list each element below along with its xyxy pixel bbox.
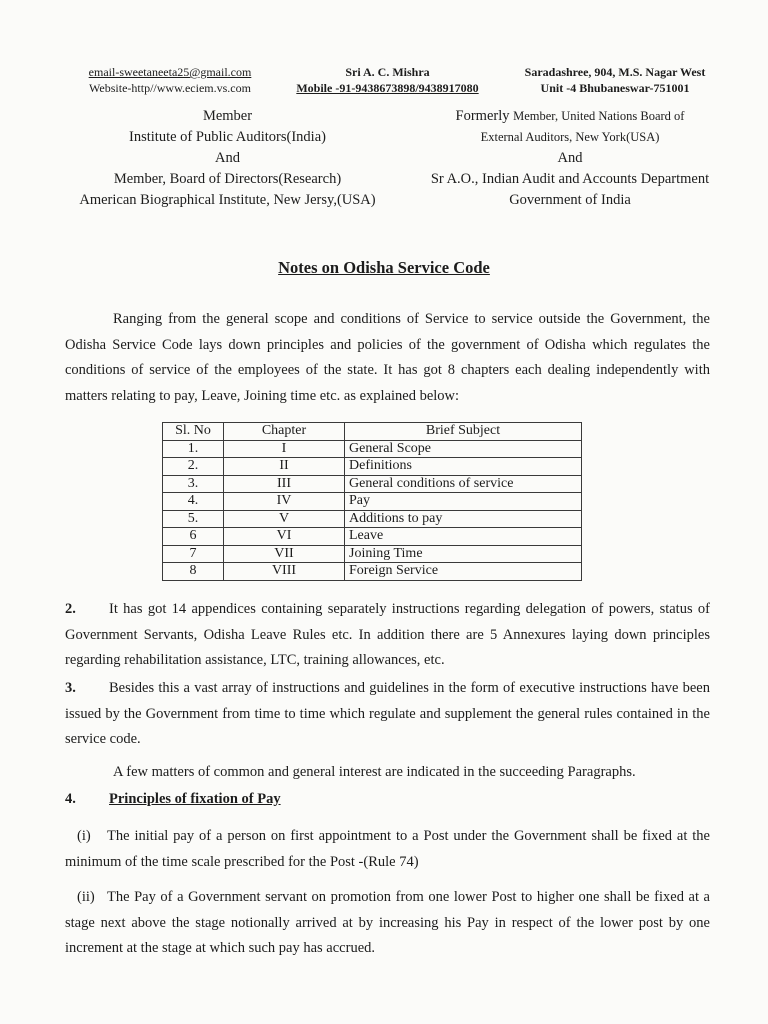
cell-sl-no: 2. — [163, 458, 224, 476]
item-marker: (ii) — [77, 889, 95, 905]
cell-subject: Joining Time — [345, 545, 582, 563]
letterhead-contact — [70, 64, 270, 96]
cell-chapter: V — [224, 510, 345, 528]
credentials-right — [405, 106, 735, 211]
credential-formerly: Formerly — [455, 108, 510, 124]
credential-line: And — [215, 150, 240, 166]
credential-line — [405, 106, 735, 127]
cell-sl-no: 8 — [163, 563, 224, 581]
cell-subject: General Scope — [345, 440, 582, 458]
table-row — [163, 528, 582, 546]
table-row — [163, 545, 582, 563]
website-address: Website-http//www.eciem.vs.com — [89, 81, 251, 95]
cell-sl-no: 3. — [163, 475, 224, 493]
table-row — [163, 475, 582, 493]
section-4-item — [65, 885, 710, 962]
cell-sl-no: 6 — [163, 528, 224, 546]
cell-chapter: IV — [224, 493, 345, 511]
section-4-heading — [65, 791, 281, 808]
paragraph-number: 3. — [65, 680, 76, 696]
paragraph-text: It has got 14 appendices containing separately instructions regarding delegation of powers, status of Government Servants, Odisha Leave Rules etc. In addition there are 5 Annexures laying down principles regarding rehabilitation assistance, LTC, training allowances, etc. — [65, 601, 710, 668]
address-line-1: Saradashree, 904, M.S. Nagar West — [524, 65, 706, 79]
cell-chapter: VII — [224, 545, 345, 563]
cell-chapter: VIII — [224, 563, 345, 581]
credential-line: External Auditors, New York(USA) — [480, 130, 660, 144]
credentials-left — [55, 106, 400, 211]
credential-line: And — [557, 150, 583, 166]
credential-line-small: Member, United Nations Board of — [513, 109, 685, 123]
header-brief-subject: Brief Subject — [345, 423, 582, 441]
email-address: email-sweetaneeta25@gmail.com — [88, 65, 252, 79]
credential-line: Sr A.O., Indian Audit and Accounts Department — [430, 171, 710, 187]
table-row — [163, 510, 582, 528]
cell-chapter: I — [224, 440, 345, 458]
address-line-2: Unit -4 Bhubaneswar-751001 — [540, 81, 690, 95]
table-row — [163, 563, 582, 581]
paragraph-3 — [65, 676, 710, 753]
cell-sl-no: 1. — [163, 440, 224, 458]
cell-subject: Definitions — [345, 458, 582, 476]
document-title: Notes on Odisha Service Code — [278, 258, 490, 277]
item-text: The Pay of a Government servant on promotion from one lower Post to higher one shall be fixed at a stage next above the stage notionally arrived at by increasing his Pay in respect of the lower post by one increment at the stage at which such pay has accrued. — [65, 889, 710, 956]
cell-subject: Foreign Service — [345, 563, 582, 581]
credential-line: Member — [202, 108, 253, 124]
header-sl-no: Sl. No — [163, 423, 224, 441]
cell-sl-no: 4. — [163, 493, 224, 511]
few-matters-paragraph: A few matters of common and general interest are indicated in the succeeding Paragraphs. — [113, 764, 636, 780]
item-marker: (i) — [77, 828, 91, 844]
paragraph-text: Besides this a vast array of instructions and guidelines in the form of executive instructions have been issued by the Government from time to time which regulate and supplement the general rules contained in the service code. — [65, 680, 710, 747]
paragraph-2 — [65, 597, 710, 674]
chapters-table — [162, 422, 582, 581]
table-row — [163, 440, 582, 458]
section-4-item — [65, 824, 710, 875]
cell-chapter: II — [224, 458, 345, 476]
section-heading-text: Principles of fixation of Pay — [109, 791, 281, 807]
cell-subject: General conditions of service — [345, 475, 582, 493]
credential-line: Institute of Public Auditors(India) — [129, 129, 326, 145]
cell-chapter: VI — [224, 528, 345, 546]
mobile-number: Mobile -91-9438673898/9438917080 — [296, 81, 479, 95]
paragraph-number: 2. — [65, 601, 76, 617]
item-text: The initial pay of a person on first appointment to a Post under the Government shall be fixed at the minimum of the time scale prescribed for the Post -(Rule 74) — [65, 828, 710, 870]
cell-subject: Leave — [345, 528, 582, 546]
table-row — [163, 458, 582, 476]
table-row — [163, 493, 582, 511]
cell-chapter: III — [224, 475, 345, 493]
intro-paragraph: Ranging from the general scope and conditions of Service to service outside the Government, the Odisha Service Code lays down principles and policies of the government of Odisha which regulates the conditions of service of the employees of the state. It has got 8 chapters each dealing independently with matters relating to pay, Leave, Joining time etc. as explained below: — [65, 311, 710, 404]
table-header-row — [163, 423, 582, 441]
cell-sl-no: 7 — [163, 545, 224, 563]
header-chapter: Chapter — [224, 423, 345, 441]
cell-subject: Additions to pay — [345, 510, 582, 528]
cell-sl-no: 5. — [163, 510, 224, 528]
credential-line: Member, Board of Directors(Research) — [113, 171, 342, 187]
section-number: 4. — [65, 791, 76, 807]
author-name: Sri A. C. Mishra — [345, 65, 430, 79]
letterhead-name-block — [285, 64, 490, 96]
credential-line: American Biographical Institute, New Jersy,(USA) — [79, 192, 376, 208]
credential-line: Government of India — [509, 192, 631, 208]
cell-subject: Pay — [345, 493, 582, 511]
letterhead-address — [505, 64, 725, 96]
